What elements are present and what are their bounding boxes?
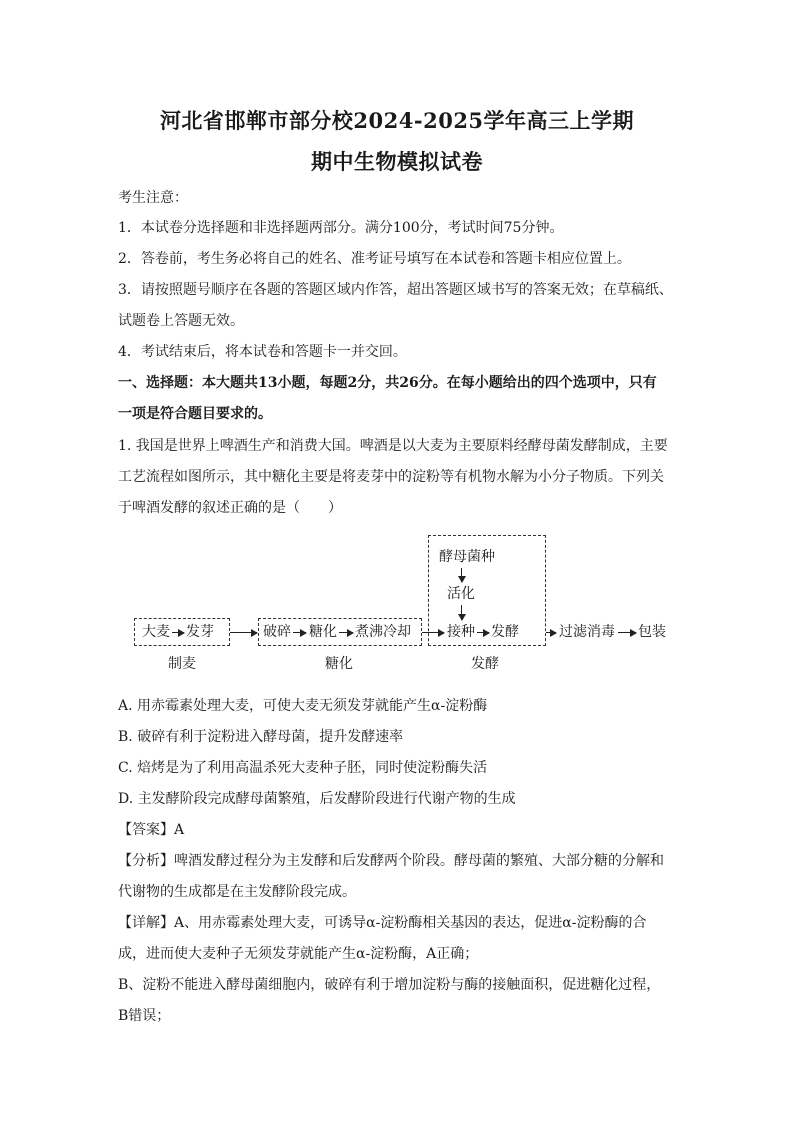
detail: 成，进而使大麦种子无须发芽就能产生α-淀粉酶，A正确； [118,946,479,962]
arrow-right-icon [293,632,306,633]
step-inoculate: 接种 [447,624,475,640]
step-filter: 过滤消毒 [559,624,615,640]
notice-item: 3．请按照题号顺序在各题的答题区域内作答，超出答题区域书写的答案无效；在草稿纸、 [118,282,673,298]
notice-item: 2．答卷前，考生务必将自己的姓名、准考证号填写在本试卷和答题卡相应位置上。 [118,251,631,267]
step-activate: 活化 [447,586,475,602]
exam-title-line2: 期中生物模拟试卷 [311,149,483,174]
arrow-right-icon [339,632,353,633]
arrow-right-icon [546,632,556,633]
step-saccharify: 糖化 [309,624,337,640]
beer-process-diagram [130,535,690,675]
arrow-right-icon [172,632,184,633]
notice-item: 4．考试结束后，将本试卷和答题卡一并交回。 [118,344,407,360]
answer: 【答案】A [118,822,185,838]
notice-item: 试题卷上答题无效。 [118,313,244,329]
option-b: B. 破碎有利于淀粉进入酵母菌，提升发酵速率 [118,729,404,745]
label-saccharification: 糖化 [325,656,353,672]
section-heading-cont: 一项是符合题目要求的。 [118,406,272,422]
label-fermentation: 发酵 [471,656,499,672]
step-boil-cool: 煮沸冷却 [355,624,411,640]
question-stem: 于啤酒发酵的叙述正确的是（ ） [118,500,342,516]
notice-heading: 考生注意： [118,190,188,206]
question-stem: 1. 我国是世界上啤酒生产和消费大国。啤酒是以大麦为主要原料经酵母菌发酵制成，主要 [118,438,668,454]
arrow-down-icon [461,605,462,620]
step-ferment: 发酵 [491,624,519,640]
arrow-right-icon [230,632,257,633]
detail: B、淀粉不能进入酵母菌细胞内，破碎有利于增加淀粉与酶的接触面积，促进糖化过程， [118,977,661,993]
label-malting: 制麦 [168,656,196,672]
exam-title-line1: 河北省邯郸市部分校2024-2025学年高三上学期 [159,108,635,133]
step-sprout: 发芽 [186,624,214,640]
option-a: A. 用赤霉素处理大麦，可使大麦无须发芽就能产生α-淀粉酶 [118,698,488,714]
step-barley: 大麦 [142,624,170,640]
detail: B错误； [118,1008,171,1024]
step-crush: 破碎 [263,624,291,640]
arrow-down-icon [461,568,462,582]
analysis: 代谢物的生成都是在主发酵阶段完成。 [118,884,356,900]
analysis: 【分析】啤酒发酵过程分为主发酵和后发酵两个阶段。酵母菌的繁殖、大部分糖的分解和 [118,853,664,869]
detail: 【详解】A、用赤霉素处理大麦，可诱导α-淀粉酶相关基因的表达，促进α-淀粉酶的合 [118,915,647,931]
question-stem: 工艺流程如图所示，其中糖化主要是将麦芽中的淀粉等有机物水解为小分子物质。下列关 [118,469,664,485]
option-c: C. 焙烤是为了利用高温杀死大麦种子胚，同时使淀粉酶失活 [118,760,488,776]
step-package: 包装 [638,624,666,640]
step-yeast: 酵母菌种 [439,549,495,565]
notice-item: 1．本试卷分选择题和非选择题两部分。满分100分，考试时间75分钟。 [118,220,564,236]
section-heading: 一、选择题：本大题共13小题，每题2分，共26分。在每小题给出的四个选项中，只有 [118,375,657,391]
arrow-right-icon [477,632,489,633]
arrow-right-icon [618,632,636,633]
option-d: D. 主发酵阶段完成酵母菌繁殖，后发酵阶段进行代谢产物的生成 [118,791,516,807]
